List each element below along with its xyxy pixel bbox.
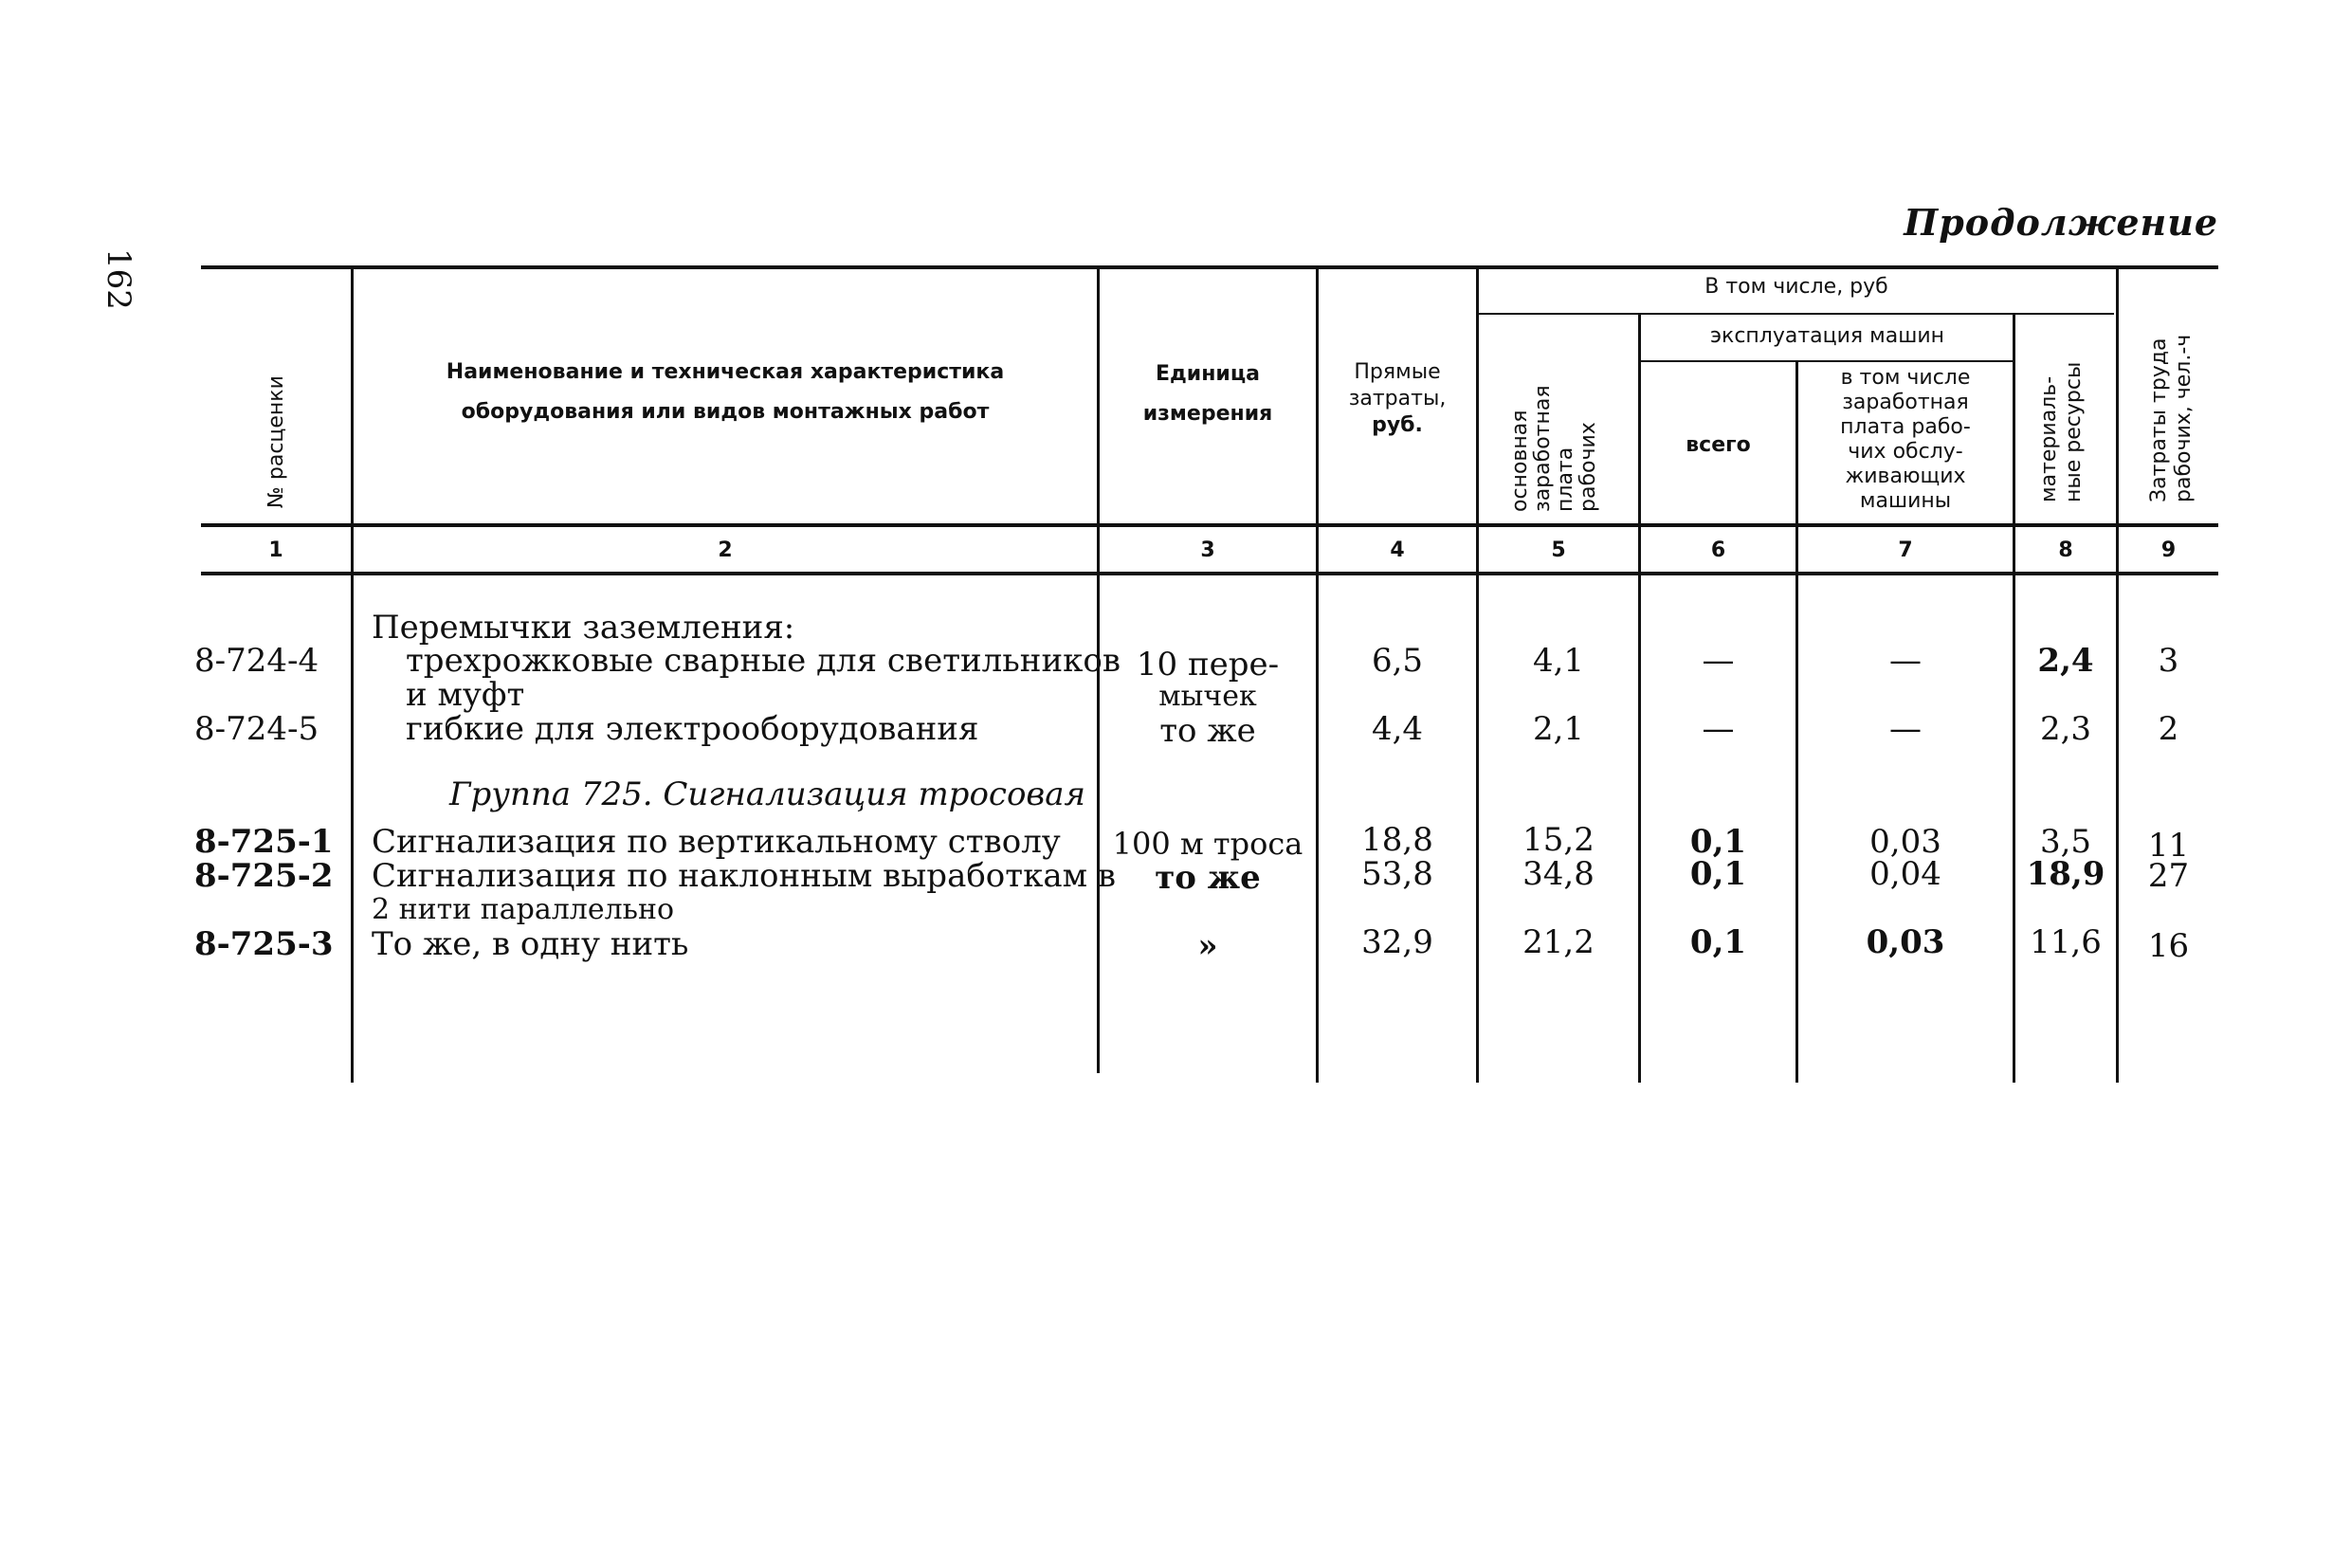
row-name: трехрожковые сварные для светильников: [406, 642, 1121, 680]
row-machines-wage: —: [1889, 642, 1922, 680]
table-top-rule: [201, 265, 2218, 269]
row-name: гибкие для электрооборудования: [406, 710, 979, 748]
row-machines-total: 0,1: [1689, 823, 1747, 861]
row-materials: 11,6: [2030, 923, 2102, 961]
column-divider: [1638, 313, 1641, 1083]
column-divider: [2013, 313, 2015, 1083]
header-bottom-rule: [201, 523, 2218, 527]
header-col4-line2: затраты,: [1348, 387, 1447, 410]
column-numbers-bottom-rule: [201, 572, 2218, 575]
header-col5-line3: плата: [1554, 447, 1577, 512]
header-col5-line4: рабочих: [1576, 422, 1600, 512]
row-wage: 4,1: [1532, 642, 1585, 680]
column-number: 9: [2160, 538, 2177, 562]
including-group-rule: [1479, 313, 2114, 315]
header-col3-line1: Единица: [1156, 362, 1260, 386]
header-col7-line6: машины: [1859, 489, 1952, 513]
row-unit: 10 пере-: [1136, 646, 1280, 684]
header-col1: № расценки: [264, 375, 288, 508]
row-direct-cost: 18,8: [1361, 821, 1433, 859]
row-direct-cost: 4,4: [1371, 710, 1424, 748]
row-code: 8-724-4: [194, 642, 319, 680]
row-unit-cont: мычек: [1158, 680, 1257, 713]
row-direct-cost: 6,5: [1371, 642, 1424, 680]
column-number: 4: [1390, 538, 1405, 562]
row-direct-cost: 53,8: [1361, 855, 1433, 893]
row-machines-total: 0,1: [1689, 855, 1747, 893]
row-wage: 21,2: [1522, 923, 1595, 961]
continuation-label: Продолжение: [1904, 201, 2218, 244]
header-col3-line2: измерения: [1142, 402, 1273, 426]
page-number: 162: [100, 248, 137, 310]
header-including-group: В том числе, руб: [1704, 275, 1888, 299]
row-wage: 2,1: [1532, 710, 1585, 748]
header-col8-line1: материаль-: [2037, 375, 2061, 502]
column-number: 8: [2058, 538, 2073, 562]
row-materials: 3,5: [2039, 823, 2092, 861]
row-labor: 16: [2147, 927, 2190, 965]
header-col7-line2: заработная: [1842, 391, 1969, 414]
machines-group-rule: [1640, 360, 2014, 362]
column-number: 3: [1200, 538, 1215, 562]
header-col5-line1: основная: [1508, 410, 1532, 512]
row-name-cont: 2 нити параллельно: [372, 893, 675, 926]
row-code: 8-725-2: [194, 857, 334, 895]
row-machines-wage: 0,04: [1869, 855, 1941, 893]
row-materials: 2,3: [2039, 710, 2092, 748]
column-number: 7: [1898, 538, 1913, 562]
row-machines-wage: 0,03: [1869, 823, 1941, 861]
header-col7-line4: чих обслу-: [1848, 440, 1963, 464]
row-unit: то же: [1155, 859, 1261, 897]
row-wage: 34,8: [1522, 855, 1595, 893]
row-direct-cost: 32,9: [1361, 923, 1433, 961]
row-labor: 27: [2147, 857, 2190, 895]
row-code: 8-725-1: [194, 823, 334, 861]
row-machines-wage: —: [1889, 710, 1922, 748]
column-number: 5: [1551, 538, 1566, 562]
row-unit: то же: [1159, 712, 1256, 750]
row-name: Сигнализация по наклонным выработкам в: [372, 857, 1117, 895]
row-labor: 2: [2158, 710, 2179, 748]
group-title: Группа 725. Сигнализация тросовая: [449, 775, 1086, 813]
row-name: Сигнализация по вертикальному стволу: [372, 823, 1061, 861]
row-materials: 18,9: [2026, 855, 2105, 893]
header-col5-line2: заработная: [1531, 385, 1555, 512]
row-wage: 15,2: [1522, 821, 1595, 859]
column-number: 6: [1710, 538, 1726, 562]
header-col2-line1: Наименование и техническая характеристика: [446, 360, 1005, 384]
row-machines-total: —: [1702, 642, 1735, 680]
row-name: То же, в одну нить: [372, 925, 689, 963]
row-name-cont: и муфт: [406, 676, 525, 714]
column-number: 2: [718, 538, 733, 562]
row-machines-wage: 0,03: [1866, 923, 1945, 961]
row-code: 8-724-5: [194, 710, 319, 748]
header-col9-line2: рабочих, чел.-ч: [2172, 334, 2196, 502]
row-machines-total: 0,1: [1689, 923, 1747, 961]
row-unit: »: [1197, 927, 1218, 965]
header-col4-line1: Прямые: [1354, 360, 1441, 384]
header-col7-line1: в том числе: [1840, 366, 1971, 390]
header-col6: всего: [1686, 433, 1751, 457]
header-col4-line3: руб.: [1372, 413, 1423, 437]
header-col7-line5: живающих: [1845, 465, 1966, 488]
header-col2-line2: оборудования или видов монтажных работ: [461, 400, 990, 424]
row-materials: 2,4: [2037, 642, 2094, 680]
section-intro-label: Перемычки заземления:: [372, 609, 795, 647]
row-machines-total: —: [1702, 710, 1735, 748]
header-col9-line1: Затраты труда: [2147, 337, 2171, 502]
column-number: 1: [268, 538, 283, 562]
row-labor: 11: [2147, 827, 2190, 865]
row-unit: 100 м троса: [1112, 826, 1303, 862]
header-machines-group: эксплуатация машин: [1709, 324, 1945, 348]
column-divider: [351, 267, 354, 1083]
row-code: 8-725-3: [194, 925, 334, 963]
header-col7-line3: плата рабо-: [1840, 415, 1971, 439]
row-labor: 3: [2158, 642, 2179, 680]
header-col8-line2: ные ресурсы: [2062, 361, 2086, 502]
